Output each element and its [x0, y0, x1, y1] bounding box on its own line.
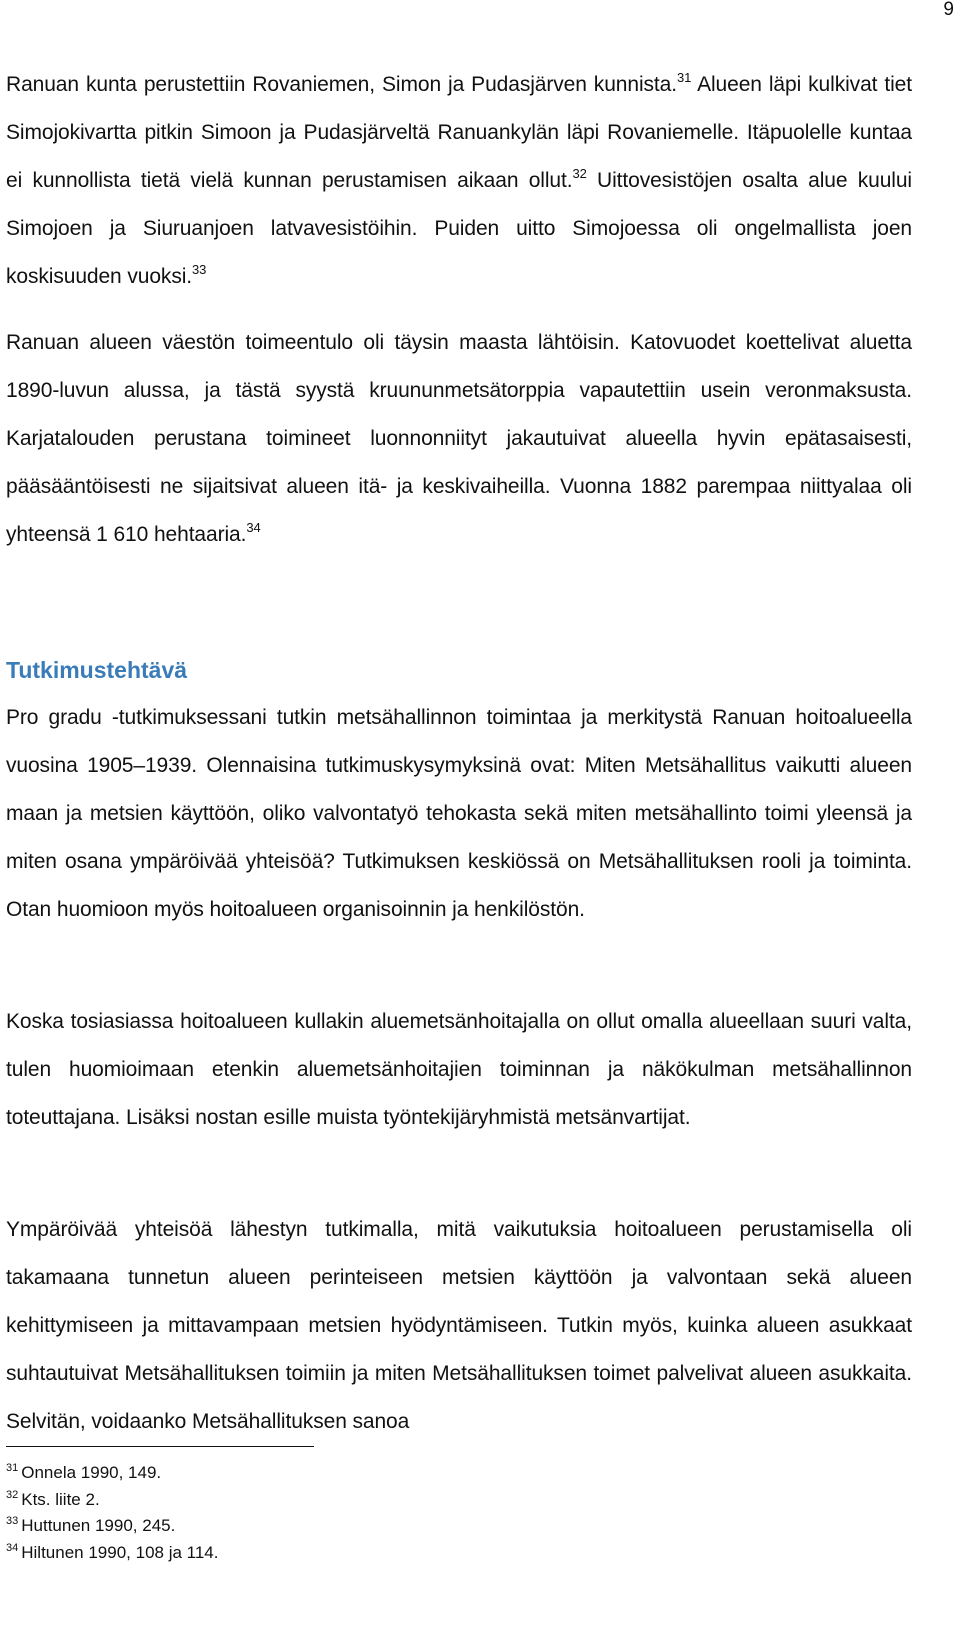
footnote-item: [6, 1540, 606, 1567]
footnote-divider: [6, 1446, 314, 1447]
footnote-number: 33: [6, 1515, 19, 1527]
footnote-number: 32: [6, 1488, 19, 1501]
paragraph-text: Ranuan alueen väestön toimeentulo oli täysin maasta lähtöisin. Katovuodet koettelivat aluetta 1890-luvun alussa, ja tästä syystä kruununmetsätorppia vapautettiin usein veronmaksusta. Karjatalouden perustana toimineet luonnonniityt jakautuivat alueella hyvin epätasaisesti, pääsääntöisesti ne sijaitsivat alueen itä- ja keskivaiheilla. Vuonna 1882 parempaa niittyalaa oli yhteensä 1 610 hehtaaria.: [6, 331, 912, 546]
footnote-ref[interactable]: 33: [192, 262, 207, 277]
footnote-number: 34: [6, 1541, 19, 1554]
section-heading: Tutkimustehtävä: [6, 657, 188, 683]
paragraph-text: Alueen läpi kulkivat tiet Simojokivartta pitkin Simoon ja Pudasjärveltä Ranuankylän läpi Rovaniemelle. Itäpuolelle kuntaa ei kunnollista tietä vielä kunnan perustamisen aikaan ollut.: [6, 73, 912, 192]
paragraph-text: Ranuan kunta perustettiin Rovaniemen, Simon ja Pudasjärven kunnista.: [6, 73, 677, 96]
footnote-ref[interactable]: 31: [676, 70, 692, 85]
footnote-item: [6, 1513, 606, 1540]
paragraph-text: Uittovesistöjen osalta alue kuului Simojoen ja Siuruanjoen latvavesistöihin. Puiden uitto Simojoessa oli ongelmallista joen koskisuuden vuoksi.: [6, 169, 912, 288]
footnote-item: [6, 1460, 606, 1487]
paragraph-community: Ympäröivää yhteisöä lähestyn tutkimalla, mitä vaikutuksia hoitoalueen perustamisella oli takamaana tunnetun alueen perinteiseen metsien käyttöön ja valvontaan sekä alueen kehittymiseen ja mittavampaan metsien hyödyntämiseen. Tutkin myös, kuinka alueen asukkaat suhtautuivat Metsähallituksen toimiin ja miten Metsähallituksen toimet palvelivat alueen asukkaita. Selvitän, voidaanko Metsähallituksen sanoa: [6, 1218, 912, 1433]
paragraph-livelihood: [6, 319, 912, 559]
footnote-text: Huttunen 1990, 245.: [21, 1516, 176, 1535]
paragraph-research-task: Pro gradu -tutkimuksessani tutkin metsähallinnon toimintaa ja merkitystä Ranuan hoitoalueella vuosina 1905–1939. Olennaisina tutkimuskysymyksinä ovat: Miten Metsähallitus vaikutti alueen maan ja metsien käyttöön, oliko valvontatyö tehokasta sekä miten metsähallinto toimi yleensä ja miten osana ympäröivää yhteisöä? Tutkimuksen keskiössä on Metsähallituksen rooli ja toiminta. Otan huomioon myös hoitoalueen organisoinnin ja henkilöstön.: [6, 706, 912, 921]
footnote-text: Onnela 1990, 149.: [21, 1463, 162, 1482]
footnote-number: 31: [6, 1462, 19, 1474]
footnotes: [6, 1460, 606, 1566]
footnote-ref[interactable]: 34: [246, 520, 261, 535]
paragraph-forest-officers: Koska tosiasiassa hoitoalueen kullakin aluemetsänhoitajalla on ollut omalla alueellaan suuri valta, tulen huomioimaan etenkin aluemetsänhoitajien toiminnan ja näkökulman metsähallinnon toteuttajana. Lisäksi nostan esille muista työntekijäryhmistä metsänvartijat.: [6, 1010, 912, 1129]
footnote-ref[interactable]: 32: [572, 166, 587, 181]
footnote-item: [6, 1487, 606, 1514]
footnote-text: Kts. liite 2.: [21, 1489, 100, 1509]
paragraph-ranua-founding: [6, 61, 912, 301]
page-number: 9: [943, 0, 954, 20]
footnote-text: Hiltunen 1990, 108 ja 114.: [21, 1542, 219, 1562]
